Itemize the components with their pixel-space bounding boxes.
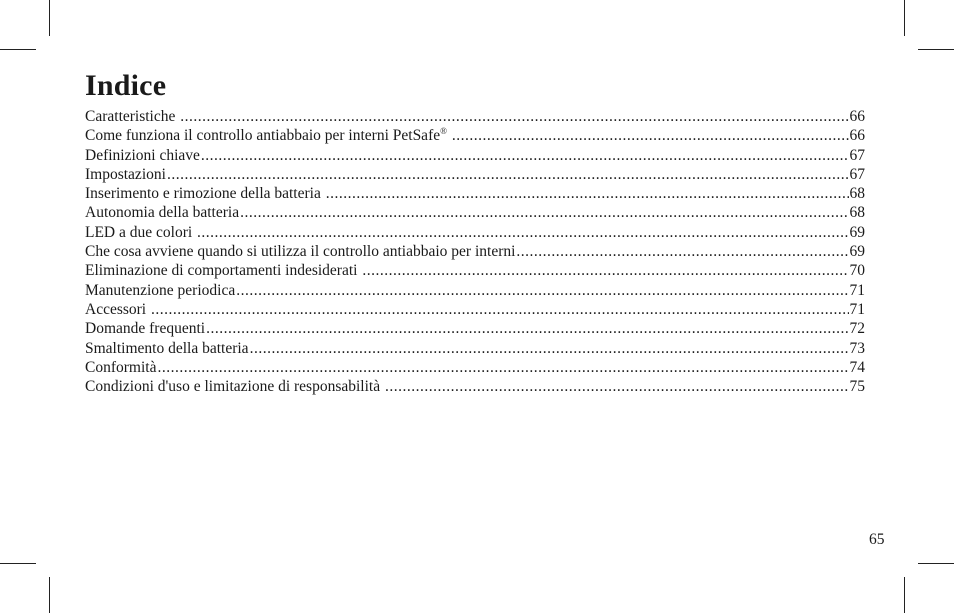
toc-entry-label-text: Definizioni chiave (85, 146, 200, 164)
crop-mark-bottom-left-vertical (49, 577, 50, 613)
toc-entry-label-text: LED a due colori (85, 223, 197, 241)
toc-entry-label (85, 339, 249, 358)
crop-mark-top-right-vertical (904, 0, 905, 36)
toc-entry-page: 70 (849, 262, 865, 280)
toc-entry[interactable] (85, 146, 865, 165)
toc-entry[interactable] (85, 261, 865, 280)
toc-entry-label (85, 242, 515, 261)
toc-entry[interactable] (85, 281, 865, 300)
toc-entry-label-text: Impostazioni (85, 165, 166, 183)
toc-entry-label-text: Manutenzione periodica (85, 281, 236, 299)
toc-dot-leader (180, 107, 848, 126)
toc-entry-label (85, 358, 156, 377)
toc-entry-page: 68 (849, 185, 865, 203)
toc-entry-page: 66 (849, 108, 865, 125)
toc-entry-page: 67 (849, 146, 865, 164)
toc-entry-page: 66 (849, 127, 865, 145)
toc-entry[interactable] (85, 165, 865, 184)
toc-entry[interactable] (85, 126, 865, 145)
toc-entry-label (85, 261, 361, 280)
toc-entry-label-text: Condizioni d'uso e limitazione di responsabilità (85, 378, 384, 396)
toc-entry-label (85, 126, 451, 145)
toc-entry-page: 68 (849, 204, 865, 222)
page-title: Indice (85, 69, 167, 102)
registered-trademark-mark: ® (440, 126, 447, 137)
crop-mark-bottom-left-horizontal (0, 563, 36, 564)
toc-entry[interactable] (85, 223, 865, 242)
toc-entry-page: 67 (849, 165, 865, 183)
toc-dot-leader (326, 184, 849, 203)
toc-dot-leader (452, 126, 849, 145)
toc-entry-page: 73 (849, 339, 865, 357)
toc-entry-label (85, 223, 196, 242)
toc-entry-page: 75 (849, 378, 865, 396)
crop-mark-top-left-horizontal (0, 49, 36, 50)
toc-dot-leader (201, 146, 849, 165)
toc-entry-label (85, 146, 200, 165)
toc-entry[interactable] (85, 339, 865, 358)
toc-dot-leader (250, 339, 849, 358)
toc-entry-label-text: Come funziona il controllo antiabbaio per interni PetSafe (85, 127, 441, 145)
toc-dot-leader (151, 300, 849, 319)
toc-dot-leader (385, 377, 849, 396)
toc-entry-label-text: Caratteristiche (85, 108, 180, 125)
toc-dot-leader (157, 358, 848, 377)
toc-entry-label (85, 300, 150, 319)
crop-mark-top-right-horizontal (918, 49, 954, 50)
toc-entry-label (85, 377, 384, 396)
crop-mark-bottom-right-horizontal (918, 563, 954, 564)
crop-mark-bottom-right-vertical (904, 577, 905, 613)
toc-entry-label (85, 184, 325, 203)
toc-dot-leader (236, 281, 848, 300)
toc-entry-page: 74 (849, 358, 865, 376)
toc-entry-label-text: Smaltimento della batteria (85, 339, 249, 357)
toc-dot-leader (197, 223, 848, 242)
toc-entry[interactable] (85, 358, 865, 377)
toc-entry[interactable] (85, 107, 865, 126)
toc-entry-label-suffix (447, 127, 451, 144)
toc-entry-page: 71 (849, 300, 865, 318)
toc-entry-label (85, 203, 239, 222)
toc-entry-label (85, 281, 235, 300)
table-of-contents (85, 107, 865, 396)
toc-entry-page: 69 (849, 243, 865, 261)
toc-dot-leader (206, 319, 848, 338)
toc-entry[interactable] (85, 300, 865, 319)
toc-entry-page: 71 (849, 281, 865, 299)
toc-entry-label-text: Domande frequenti (85, 320, 206, 338)
toc-entry-label-text: Inserimento e rimozione della batteria (85, 185, 325, 203)
toc-entry-page: 69 (849, 223, 865, 241)
toc-entry-label-text: Che cosa avviene quando si utilizza il controllo antiabbaio per interni (85, 243, 516, 261)
toc-entry-label-text: Autonomia della batteria (85, 204, 240, 222)
toc-entry[interactable] (85, 203, 865, 222)
toc-dot-leader (240, 203, 848, 222)
toc-dot-leader (362, 261, 848, 280)
toc-entry-label-text: Eliminazione di comportamenti indesiderati (85, 262, 362, 280)
toc-entry-label (85, 107, 179, 126)
toc-entry-label (85, 165, 166, 184)
toc-entry[interactable] (85, 184, 865, 203)
toc-dot-leader (167, 165, 849, 184)
toc-entry[interactable] (85, 377, 865, 396)
toc-dot-leader (516, 242, 848, 261)
toc-entry-page: 72 (849, 320, 865, 338)
toc-entry-label (85, 319, 205, 338)
toc-entry[interactable] (85, 319, 865, 338)
toc-entry-label-text: Accessori (85, 300, 150, 318)
crop-mark-top-left-vertical (49, 0, 50, 36)
toc-entry-label-text: Conformità (85, 358, 157, 376)
page-number: 65 (869, 531, 885, 548)
toc-entry[interactable] (85, 242, 865, 261)
